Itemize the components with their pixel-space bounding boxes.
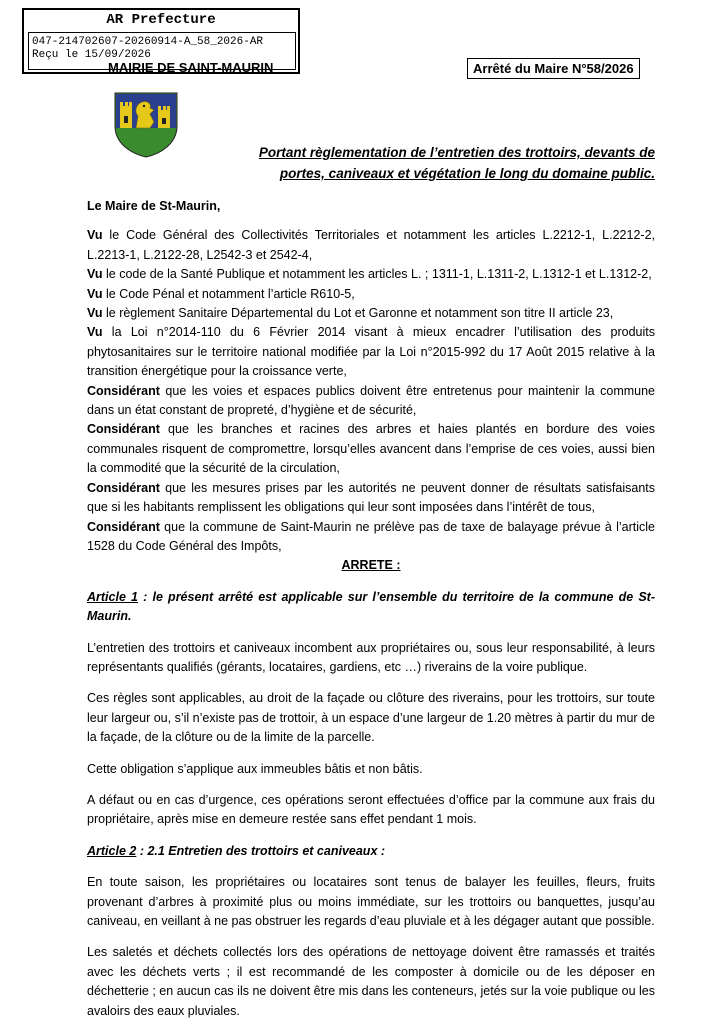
consideration-item: Considérant que les mesures prises par les autorités ne peuvent donner de résultats satisfaisants que si les habitants remplissent les obligations qui leur sont imposées dans l’intérêt de tous,: [87, 480, 655, 515]
arrete-body: [87, 197, 655, 1021]
consideration-item: Considérant que les voies et espaces publics doivent être entretenus pour maintenir la commune dans un état constant de propreté, d’hygiène et de sécurité,: [87, 383, 655, 418]
intro-line: Le Maire de St-Maurin,: [87, 199, 221, 213]
consideration-item: Vu le Code Général des Collectivités Territoriales et notamment les articles L.2212-1, L.2212-2, L.2213-1, L.2122-28, L2542-3 et 2542-4,: [87, 228, 655, 262]
article-1-paragraph: L’entretien des trottoirs et caniveaux incombent aux propriétaires ou, sous leur responsabilité, à leurs représentants qualifiés (gérants, locataires, gardiens, etc …) riverains de la voire publique.: [87, 640, 655, 674]
consideration-item: Vu le règlement Sanitaire Départemental du Lot et Garonne et notamment son titre II article 23,: [87, 306, 614, 321]
article-1-paragraph: Cette obligation s’applique aux immeubles bâtis et non bâtis.: [87, 761, 423, 776]
stamp-received-date: Reçu le 15/09/2026: [32, 49, 151, 61]
consideration-item: Vu le code de la Santé Publique et notamment les articles L. ; 1311-1, L.1311-2, L.1312-1 et L.1312-2,: [87, 267, 652, 282]
article-2-title: Article 2 : 2.1 Entretien des trottoirs et caniveaux :: [87, 843, 386, 858]
arrete-number: Arrêté du Maire N°58/2026: [467, 58, 640, 79]
article-1-paragraph: A défaut ou en cas d’urgence, ces opérations seront effectuées d’office par la commune aux frais du propriétaire, après mise en demeure restée sans effet pendant 1 mois.: [87, 792, 655, 827]
consideration-item: Vu la Loi n°2014-110 du 6 Février 2014 visant à mieux encadrer l’utilisation des produits phytosanitaires sur le territoire national modifiée par la Loi n°2015-992 du 17 Août 2015 relative à la transition énergétique pour la croissance verte,: [87, 325, 655, 379]
arrete-heading: ARRETE :: [341, 558, 401, 573]
arrete-subject: Portant règlementation de l’entretien des trottoirs, devants de portes, caniveaux et végétation le long du domaine public.: [258, 145, 655, 181]
article-2-paragraph: Les saletés et déchets collectés lors des opérations de nettoyage doivent être ramassés et traités avec les déchets verts ; il est recommandé de les composter à domicile ou de les déposer en déchetterie ; en aucun cas ils ne doivent être mis dans les conteneurs, jetés sur la voie publique ou les avaloirs des eaux pluviales.: [87, 945, 655, 1018]
article-2-paragraph: En toute saison, les propriétaires ou locataires sont tenus de balayer les feuilles, fleurs, fruits provenant d’arbres à proximité plus ou moins immédiate, sur les trottoirs ou banquettes, jusqu’au caniveau, en veillant à ne pas obstruer les regards d’eau pluviale et à les dégager autant que possible.: [87, 875, 655, 928]
stamp-reference: 047-214702607-20260914-A_58_2026-AR: [32, 36, 264, 48]
mairie-name: MAIRIE DE SAINT-MAURIN: [108, 60, 274, 75]
article-1-paragraph: Ces règles sont applicables, au droit de la façade ou clôture des riverains, pour les trottoirs, sur toute leur largeur ou, s’il n’existe pas de trottoir, à un espace d’une largeur de 1.20 mètres à partir du mur de la façade, de la clôture ou de la limite de la parcelle.: [87, 691, 655, 745]
consideration-item: Considérant que la commune de Saint-Maurin ne prélève pas de taxe de balayage prévue à l’article 1528 du Code Général des Impôts,: [87, 519, 655, 553]
stamp-title: AR Prefecture: [106, 12, 216, 28]
coat-of-arms-icon: [114, 92, 178, 158]
considerations-list: [87, 226, 655, 556]
consideration-item: Considérant que les branches et racines des arbres et haies plantés en bordure des voies communales risquent de compromettre, lorsqu’elles avancent dans l’emprise de ces voies, aussi bien la commodité que la sécurité de la circulation,: [87, 422, 655, 476]
article-1-title: Article 1 : le présent arrêté est applicable sur l’ensemble du territoire de la commune de St-Maurin.: [87, 589, 655, 624]
consideration-item: Vu le Code Pénal et notamment l’article R610-5,: [87, 286, 355, 301]
